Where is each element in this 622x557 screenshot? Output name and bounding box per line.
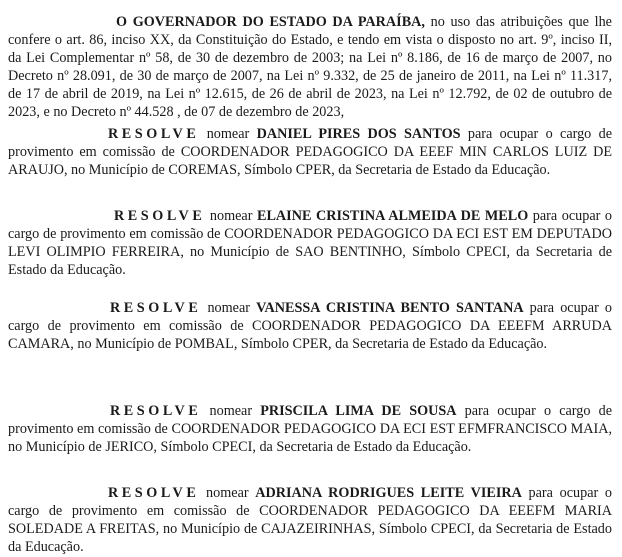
nomear-text: nomear — [199, 126, 257, 142]
resolution-1 — [8, 126, 612, 180]
resolve-keyword: RESOLVE — [108, 126, 200, 142]
resolution-text: para ocupar o cargo de provimento em comissão de COORDENADOR PEDAGOGICO DA ECI EST EM DEPUTADO LEVI OLIMPIO FERREIRA, no Município de SAO BENTINHO, Símbolo CPECI, da Secretaria de Estado da Educação. — [8, 208, 612, 278]
resolution-text: para ocupar o cargo de provimento em comissão de COORDENADOR PEDAGOGICO DA EEEF MIN CARLOS LUIZ DE ARAUJO, no Município de COREMAS, Símbolo CPER, da Secretaria de Estado da Educação. — [8, 126, 613, 178]
appointee-name: ELAINE CRISTINA ALMEIDA DE MELO — [257, 208, 529, 224]
appointee-name: ADRIANA RODRIGUES LEITE VIEIRA — [255, 485, 522, 501]
resolve-keyword: RESOLVE — [114, 208, 206, 224]
resolution-text: para ocupar o cargo de provimento em comissão de COORDENADOR PEDAGOGICO DA EEEFM MARIA SOLEDADE A FREITAS, no Município de CAJAZEIRINHAS, Símbolo CPECI, da Secretaria de Estado da Educação. — [8, 485, 613, 555]
nomear-text: nomear — [205, 208, 257, 224]
resolution-paragraph — [8, 126, 612, 180]
resolution-text: para ocupar o cargo de provimento em comissão de COORDENADOR PEDAGOGICO DA ECI EST EFMFRANCISCO MAIA, no Município de JERICO, Símbolo CPECI, da Secretaria de Estado da Educação. — [8, 403, 612, 455]
appointee-name: PRISCILA LIMA DE SOUSA — [260, 403, 457, 419]
nomear-text: nomear — [201, 300, 257, 316]
resolution-paragraph — [8, 403, 612, 457]
header-paragraph — [8, 14, 612, 121]
resolution-text: para ocupar o cargo de provimento em comissão de COORDENADOR PEDAGOGICO DA EEEFM ARRUDA CAMARA, no Município de POMBAL, Símbolo CPER, da Secretaria de Estado da Educação. — [8, 300, 612, 352]
resolution-paragraph — [8, 300, 612, 354]
resolution-4 — [8, 403, 612, 457]
appointee-name: VANESSA CRISTINA BENTO SANTANA — [256, 300, 524, 316]
governor-title: O GOVERNADOR DO ESTADO DA PARAÍBA, — [116, 14, 425, 30]
resolution-paragraph — [8, 485, 612, 557]
decree-header — [8, 14, 612, 121]
resolve-keyword: RESOLVE — [110, 403, 202, 419]
resolve-keyword: RESOLVE — [108, 485, 200, 501]
resolve-keyword: RESOLVE — [110, 300, 202, 316]
nomear-text: nomear — [201, 403, 261, 419]
resolution-2 — [8, 208, 612, 280]
nomear-text: nomear — [199, 485, 256, 501]
appointee-name: DANIEL PIRES DOS SANTOS — [256, 126, 461, 142]
header-text: no uso das atribuições que lhe confere o art. 86, inciso XX, da Constituição do Estado, e tendo em vista o disposto no art. 9º, inciso II, da Lei Complementar nº 58, de 30 de dezembro de 2003; na Lei nº 8.186, de 16 de março de 2007, no Decreto nº 28.091, de 30 de março de 2007, na Lei nº 9.332, de 25 de janeiro de 2011, na Lei nº 11.317, de 17 de abril de 2019, na Lei nº 12.615, de 26 de abril de 2023, na Lei nº 12.792, de 02 de outubro de 2023, e no Decreto nº 44.528 , de 07 de dezembro de 2023, — [8, 14, 612, 120]
resolution-paragraph — [8, 208, 612, 280]
resolution-5 — [8, 485, 612, 557]
resolution-3 — [8, 300, 612, 354]
